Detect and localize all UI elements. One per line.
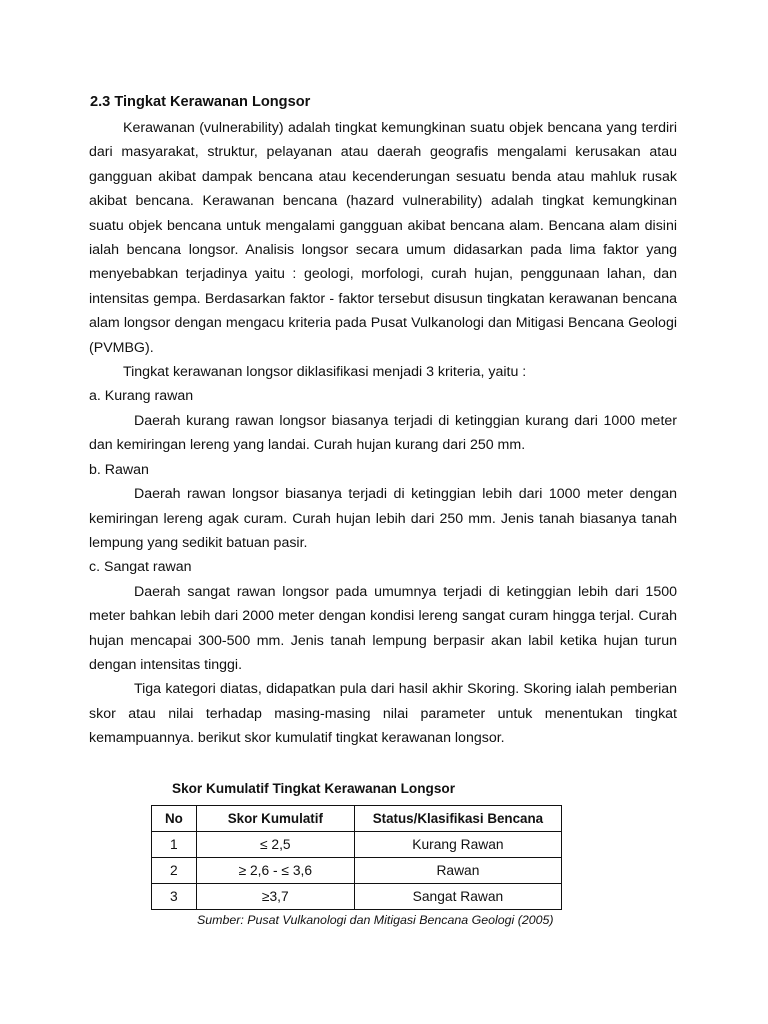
header-no: No xyxy=(152,806,197,832)
section-heading: 2.3 Tingkat Kerawanan Longsor xyxy=(90,94,311,110)
cell-skor: ≤ 2,5 xyxy=(196,832,354,858)
paragraph-skoring: Tiga kategori diatas, didapatkan pula dari hasil akhir Skoring. Skoring ialah pemberian skor atau nilai terhadap masing-masing nilai parameter untuk menentukan tingkat kemampuannya. berikut skor kumulatif tingkat kerawanan longsor. xyxy=(89,681,677,747)
document-page xyxy=(89,93,677,751)
criteria-text-sangat-rawan: Daerah sangat rawan longsor pada umumnya terjadi di ketinggian lebih dari 1500 meter bahkan lebih dari 2000 meter dengan kondisi lereng sangat curam hingga terjal. Curah hujan mencapai 300-500 mm. Jenis tanah lempung berpasir akan labil ketika hujan turun dengan intensitas tinggi. xyxy=(89,583,677,673)
criteria-label-rawan: b. Rawan xyxy=(89,461,149,478)
cell-no: 3 xyxy=(152,884,197,910)
table-header-row xyxy=(152,806,562,832)
cell-status: Kurang Rawan xyxy=(354,832,561,858)
cell-no: 2 xyxy=(152,858,197,884)
table-row xyxy=(152,858,562,884)
table-row xyxy=(152,832,562,858)
criteria-text-kurang-rawan: Daerah kurang rawan longsor biasanya terjadi di ketinggian kurang dari 1000 meter dan kemiringan lereng yang landai. Curah hujan kurang dari 250 mm. xyxy=(89,412,677,454)
cell-status: Sangat Rawan xyxy=(354,884,561,910)
cell-skor: ≥3,7 xyxy=(196,884,354,910)
paragraph-classification-intro: Tingkat kerawanan longsor diklasifikasi menjadi 3 kriteria, yaitu : xyxy=(123,364,527,381)
score-table xyxy=(151,805,562,910)
score-table-section xyxy=(151,780,562,928)
criteria-text-rawan: Daerah rawan longsor biasanya terjadi di ketinggian lebih dari 1000 meter dengan kemiringan lereng agak curam. Curah hujan lebih dari 250 mm. Jenis tanah biasanya tanah lempung yang sedikit batuan pasir. xyxy=(89,486,677,551)
cell-no: 1 xyxy=(152,832,197,858)
header-skor-kumulatif: Skor Kumulatif xyxy=(196,806,354,832)
cell-skor: ≥ 2,6 - ≤ 3,6 xyxy=(196,858,354,884)
header-status: Status/Klasifikasi Bencana xyxy=(354,806,561,832)
criteria-label-kurang-rawan: a. Kurang rawan xyxy=(89,388,194,405)
criteria-label-sangat-rawan: c. Sangat rawan xyxy=(89,559,192,576)
table-title: Skor Kumulatif Tingkat Kerawanan Longsor xyxy=(172,781,455,796)
section-body xyxy=(89,116,677,751)
paragraph-vulnerability: Kerawanan (vulnerability) adalah tingkat kemungkinan suatu objek bencana yang terdiri dari masyarakat, struktur, pelayanan atau daerah geografis mengalami kerusakan atau gangguan akibat dampak bencana atau kecenderungan sesuatu benda atau mahluk rusak akibat bencana. Kerawanan bencana (hazard vulnerability) adalah tingkat kemungkinan suatu objek bencana untuk mengalami gangguan akibat bencana alam. Bencana alam disini ialah bencana longsor. Analisis longsor secara umum didasarkan pada lima faktor yang menyebabkan terjadinya yaitu : geologi, morfologi, curah hujan, penggunaan lahan, dan intensitas gempa. Berdasarkan faktor - faktor tersebut disusun tingkatan kerawanan bencana alam longsor dengan mengacu kriteria pada Pusat Vulkanologi dan Mitigasi Bencana Geologi (PVMBG). xyxy=(89,120,677,356)
cell-status: Rawan xyxy=(354,858,561,884)
table-source: Sumber: Pusat Vulkanologi dan Mitigasi Bencana Geologi (2005) xyxy=(197,913,554,927)
table-row xyxy=(152,884,562,910)
